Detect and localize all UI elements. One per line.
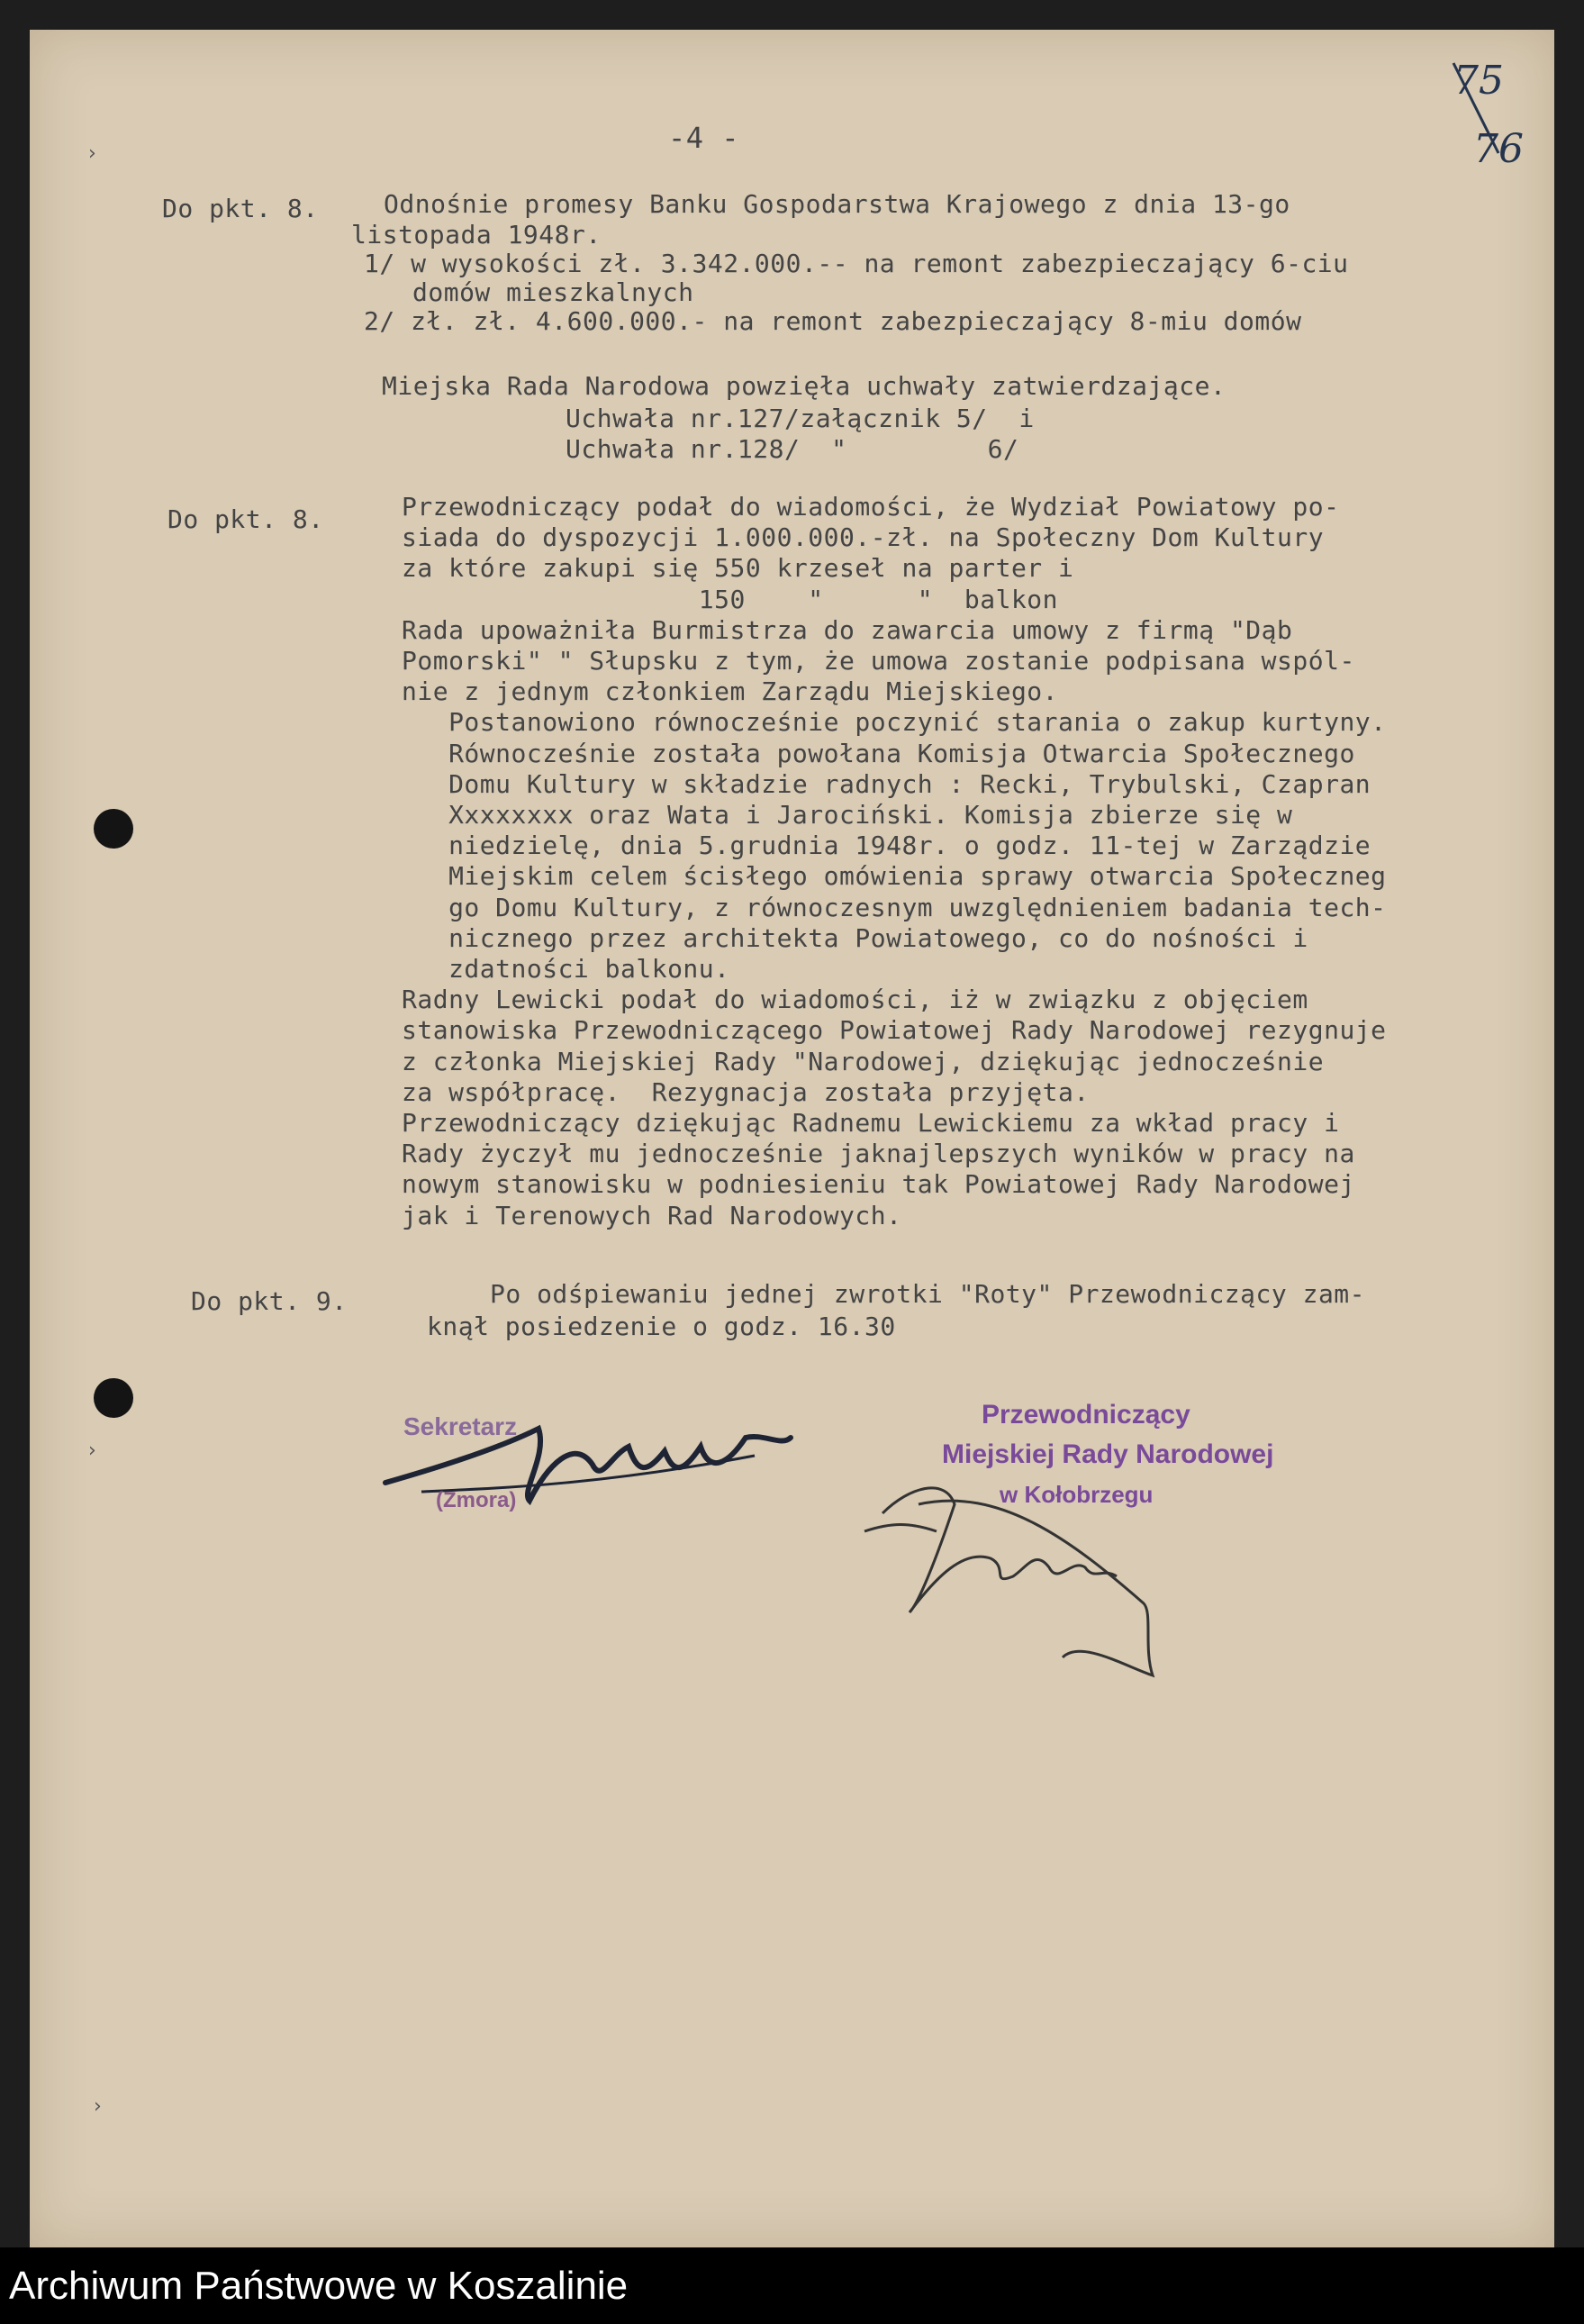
- chair-stamp-line2: Miejskiej Rady Narodowej: [942, 1439, 1274, 1469]
- page-number: -4 -: [668, 121, 740, 155]
- item-8a-uchwala-2: Uchwała nr.128/ " 6/: [566, 434, 1019, 464]
- punch-hole-top: [94, 809, 133, 849]
- archival-number-slash: [1444, 54, 1507, 162]
- secretary-title-stamp: Sekretarz: [403, 1412, 518, 1440]
- item-8a-resolution: Miejska Rada Narodowa powzięła uchwały zatwierdzające.: [382, 371, 1226, 401]
- item-8a-label: Do pkt. 8.: [162, 194, 319, 223]
- chair-stamp-line3: w Kołobrzegu: [1000, 1481, 1154, 1508]
- item-8b-line: Przewodniczący dziękując Radnemu Lewickiemu za wkład pracy i: [402, 1108, 1340, 1138]
- item-9-label: Do pkt. 9.: [191, 1286, 348, 1316]
- punch-hole-bottom: [94, 1378, 133, 1418]
- item-8b-line: Miejskim celem ścisłego omówienia sprawy otwarcia Społeczneg: [402, 861, 1387, 892]
- item-8a-point1-line1: 1/ w wysokości zł. 3.342.000.-- na remont zabezpieczający 6-ciu: [364, 249, 1349, 278]
- item-8b-line: nie z jednym członkiem Zarządu Miejskiego.: [402, 676, 1059, 707]
- item-8b-line: z członka Miejskiej Rady "Narodowej, dziękując jednocześnie: [402, 1046, 1325, 1076]
- item-8b-label: Do pkt. 8.: [167, 504, 324, 534]
- item-8b-line: Radny Lewicki podał do wiadomości, iż w związku z objęciem: [402, 985, 1308, 1015]
- item-8b-line: zdatności balkonu.: [402, 954, 730, 984]
- item-8b-line: Pomorski" " Słupsku z tym, że umowa zostanie podpisana wspól-: [402, 646, 1355, 676]
- chair-stamp-line1: Przewodniczący: [982, 1400, 1190, 1430]
- item-8b-line: 150 " " balkon: [402, 584, 1059, 614]
- item-8a-intro-line2: listopada 1948r.: [351, 220, 602, 250]
- item-8b-line: jak i Terenowych Rad Narodowych.: [402, 1200, 902, 1230]
- item-9-line2: knął posiedzenie o godz. 16.30: [427, 1312, 896, 1341]
- archival-number-top: 75: [1453, 58, 1504, 104]
- archive-name: Archiwum Państwowe w Koszalinie: [9, 2264, 629, 2308]
- chairman-signature: [855, 1432, 1180, 1702]
- archive-footer: [0, 2247, 1584, 2324]
- item-8b-line: Rady życzył mu jednocześnie jaknajlepszych wyników w pracy na: [402, 1139, 1355, 1169]
- item-8a-point2: 2/ zł. zł. 4.600.000.- na remont zabezpieczający 8-miu domów: [364, 306, 1302, 336]
- margin-mark-top-icon: ›: [88, 142, 96, 165]
- item-8b-line: nowym stanowisku w podniesieniu tak Powiatowej Rady Narodowej: [402, 1169, 1355, 1200]
- item-8b-line: Domu Kultury w składzie radnych : Recki, Trybulski, Czapran: [402, 768, 1371, 799]
- item-8a-intro-line1: Odnośnie promesy Banku Gospodarstwa Krajowego z dnia 13-go: [384, 189, 1290, 219]
- item-8b-line: niedzielę, dnia 5.grudnia 1948r. o godz. 11-tej w Zarządzie: [402, 831, 1371, 861]
- item-8a-point1-line2: domów mieszkalnych: [412, 277, 694, 307]
- item-8b-line: siada do dyspozycji 1.000.000.-zł. na Społeczny Dom Kultury: [402, 522, 1325, 553]
- item-8b-line: nicznego przez architekta Powiatowego, co do nośności i: [402, 922, 1308, 953]
- secretary-signature: [367, 1402, 800, 1519]
- item-8b-line: go Domu Kultury, z równoczesnym uwzględnieniem badania tech-: [402, 892, 1387, 922]
- item-8b-line: stanowiska Przewodniczącego Powiatowej Rady Narodowej rezygnuje: [402, 1015, 1387, 1046]
- secretary-name-stamp: (Zmora): [436, 1488, 517, 1512]
- archival-number-bottom: 76: [1473, 126, 1524, 172]
- item-8b-line: Przewodniczący podał do wiadomości, że Wydział Powiatowy po-: [402, 492, 1340, 522]
- item-8b-line: Xxxxxxxx oraz Wata i Jarociński. Komisja zbierze się w: [402, 800, 1293, 830]
- item-8b-line: Rada upoważniła Burmistrza do zawarcia umowy z firmą "Dąb: [402, 614, 1293, 645]
- margin-mark-middle-icon: ›: [88, 1439, 96, 1462]
- item-8b-line: za które zakupi się 550 krzeseł na parter i: [402, 553, 1074, 584]
- item-8b-line: za współpracę. Rezygnacja została przyjęta.: [402, 1076, 1090, 1107]
- margin-mark-bottom-icon: ›: [94, 2095, 102, 2118]
- item-9-line1: Po odśpiewaniu jednej zwrotki "Roty" Przewodniczący zam-: [490, 1279, 1366, 1309]
- item-8b-line: Równocześnie została powołana Komisja Otwarcia Społecznego: [402, 738, 1355, 768]
- item-8b-line: Postanowiono równocześnie poczynić starania o zakup kurtyny.: [402, 707, 1387, 738]
- item-8a-uchwala-1: Uchwała nr.127/załącznik 5/ i: [566, 404, 1035, 433]
